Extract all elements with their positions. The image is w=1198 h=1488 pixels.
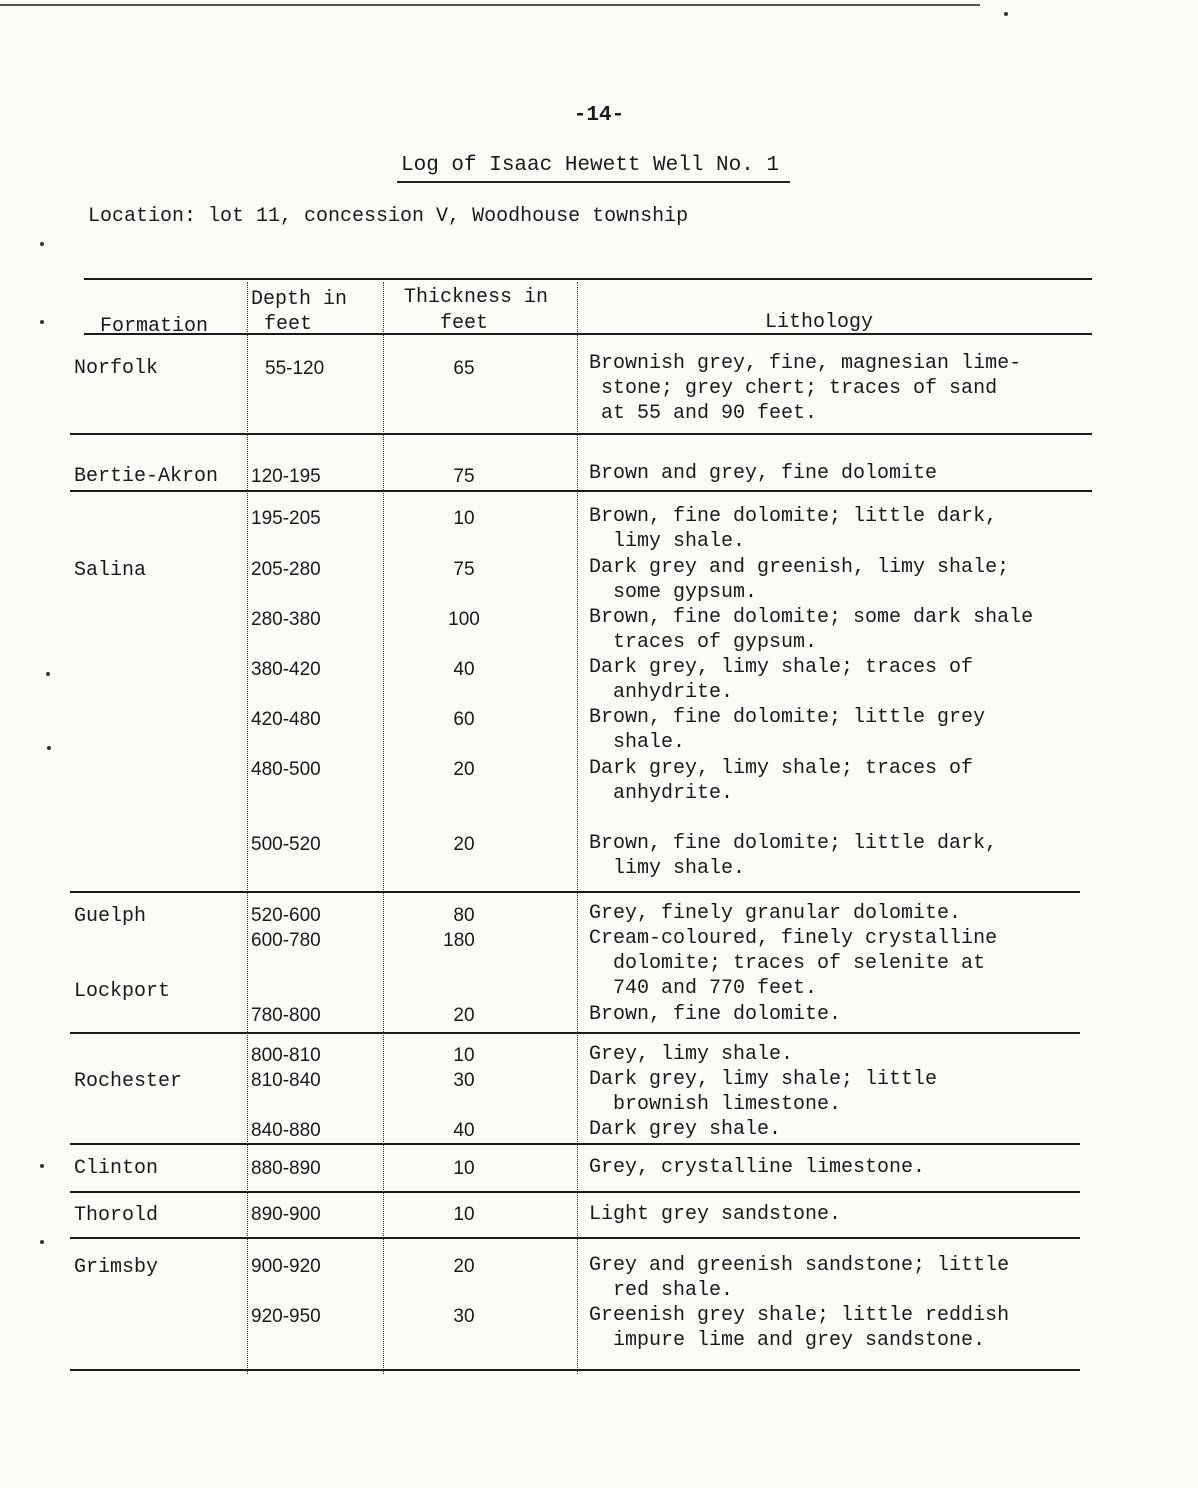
row-divider [70, 891, 1080, 893]
document-title: Log of Isaac Hewett Well No. 1 [401, 154, 780, 177]
depth-cell: 500-520 [251, 834, 321, 855]
lithology-cell: Dark grey, limy shale; traces of anhydrite. [589, 656, 974, 704]
lithology-cell: Brown, fine dolomite; little dark, limy shale. [589, 505, 998, 553]
depth-cell: 55-120 [265, 358, 325, 379]
thickness-cell: 40 [453, 1120, 475, 1141]
thickness-cell: 20 [453, 1005, 475, 1026]
thickness-cell: 30 [453, 1306, 475, 1327]
depth-cell: 780-800 [251, 1005, 321, 1026]
scan-speck [46, 672, 50, 676]
title-underline [397, 181, 790, 183]
scan-edge-line [0, 4, 980, 6]
depth-cell: 890-900 [251, 1204, 321, 1225]
column-divider [247, 282, 248, 1374]
header-lithology: Lithology [765, 311, 874, 334]
formation-name: Lockport [74, 980, 171, 1003]
lithology-cell: Cream-coloured, finely crystalline dolomite; traces of selenite at 740 and 770 feet. [589, 927, 998, 1000]
depth-cell: 480-500 [251, 759, 321, 780]
thickness-cell: 10 [453, 1045, 475, 1066]
thickness-cell: 75 [453, 559, 475, 580]
formation-name: Grimsby [74, 1256, 159, 1279]
depth-cell: 920-950 [251, 1306, 321, 1327]
scan-speck [40, 320, 44, 324]
depth-cell: 600-780 [251, 930, 321, 951]
scan-speck [1004, 12, 1008, 16]
depth-cell: 420-480 [251, 709, 321, 730]
depth-cell: 380-420 [251, 659, 321, 680]
depth-cell: 880-890 [251, 1158, 321, 1179]
row-divider [70, 490, 1092, 492]
page-number: -14- [573, 104, 625, 127]
formation-name: Clinton [74, 1157, 159, 1180]
lithology-cell: Greenish grey shale; little reddish impure lime and grey sandstone. [589, 1304, 1010, 1352]
table-top-rule [84, 278, 1092, 280]
row-divider [70, 1032, 1080, 1034]
thickness-cell: 20 [453, 834, 475, 855]
lithology-cell: Brown, fine dolomite. [589, 1003, 842, 1026]
row-divider [70, 1191, 1080, 1193]
thickness-cell: 30 [453, 1070, 475, 1091]
lithology-cell: Grey, finely granular dolomite. [589, 902, 962, 925]
thickness-cell: 180 [443, 930, 475, 951]
thickness-cell: 40 [453, 659, 475, 680]
depth-cell: 800-810 [251, 1045, 321, 1066]
depth-cell: 520-600 [251, 905, 321, 926]
thickness-cell: 10 [453, 1158, 475, 1179]
depth-cell: 900-920 [251, 1256, 321, 1277]
thickness-cell: 80 [453, 905, 475, 926]
row-divider [70, 1237, 1080, 1239]
depth-cell: 195-205 [251, 508, 321, 529]
depth-cell: 205-280 [251, 559, 321, 580]
header-depth-line2: feet [264, 313, 313, 336]
scan-speck [40, 1164, 44, 1168]
thickness-cell: 20 [453, 759, 475, 780]
lithology-cell: Brown, fine dolomite; some dark shale traces of gypsum. [589, 606, 1034, 654]
depth-cell: 840-880 [251, 1120, 321, 1141]
header-formation: Formation [100, 315, 209, 338]
row-divider [70, 433, 1092, 435]
formation-name: Guelph [74, 905, 147, 928]
formation-name: Salina [74, 559, 147, 582]
table-bottom-rule [70, 1369, 1080, 1371]
lithology-cell: Light grey sandstone. [589, 1203, 842, 1226]
lithology-cell: Dark grey and greenish, limy shale; some gypsum. [589, 556, 1010, 604]
lithology-cell: Grey and greenish sandstone; little red shale. [589, 1254, 1010, 1302]
header-thickness-line2: feet [440, 312, 489, 335]
column-divider [577, 282, 578, 1374]
depth-cell: 810-840 [251, 1070, 321, 1091]
formation-name: Norfolk [74, 357, 159, 380]
thickness-cell: 20 [453, 1256, 475, 1277]
formation-name: Bertie-Akron [74, 465, 219, 488]
formation-name: Rochester [74, 1070, 183, 1093]
lithology-cell: Dark grey shale. [589, 1118, 782, 1141]
thickness-cell: 10 [453, 1204, 475, 1225]
lithology-cell: Brown, fine dolomite; little grey shale. [589, 706, 986, 754]
scan-speck [47, 746, 51, 750]
thickness-cell: 75 [453, 466, 475, 487]
header-bottom-rule [84, 333, 1092, 335]
lithology-cell: Dark grey, limy shale; traces of anhydrite. [589, 757, 974, 805]
lithology-cell: Brown, fine dolomite; little dark, limy shale. [589, 832, 998, 880]
thickness-cell: 65 [453, 358, 475, 379]
thickness-cell: 60 [453, 709, 475, 730]
scan-speck [40, 1240, 44, 1244]
location-line: Location: lot 11, concession V, Woodhouse township [88, 205, 689, 228]
row-divider [70, 1143, 1080, 1145]
lithology-cell: Brown and grey, fine dolomite [589, 462, 938, 485]
lithology-cell: Dark grey, limy shale; little brownish limestone. [589, 1068, 938, 1116]
thickness-cell: 10 [453, 508, 475, 529]
header-thickness-line1: Thickness in [404, 286, 549, 309]
formation-name: Thorold [74, 1204, 159, 1227]
header-depth-line1: Depth in [251, 288, 348, 311]
depth-cell: 280-380 [251, 609, 321, 630]
lithology-cell: Grey, limy shale. [589, 1043, 794, 1066]
depth-cell: 120-195 [251, 466, 321, 487]
thickness-cell: 100 [448, 609, 480, 630]
lithology-cell: Brownish grey, fine, magnesian lime- stone; grey chert; traces of sand at 55 and 90 feet. [589, 352, 1022, 425]
scan-speck [40, 242, 44, 246]
column-divider [383, 282, 384, 1374]
lithology-cell: Grey, crystalline limestone. [589, 1156, 926, 1179]
